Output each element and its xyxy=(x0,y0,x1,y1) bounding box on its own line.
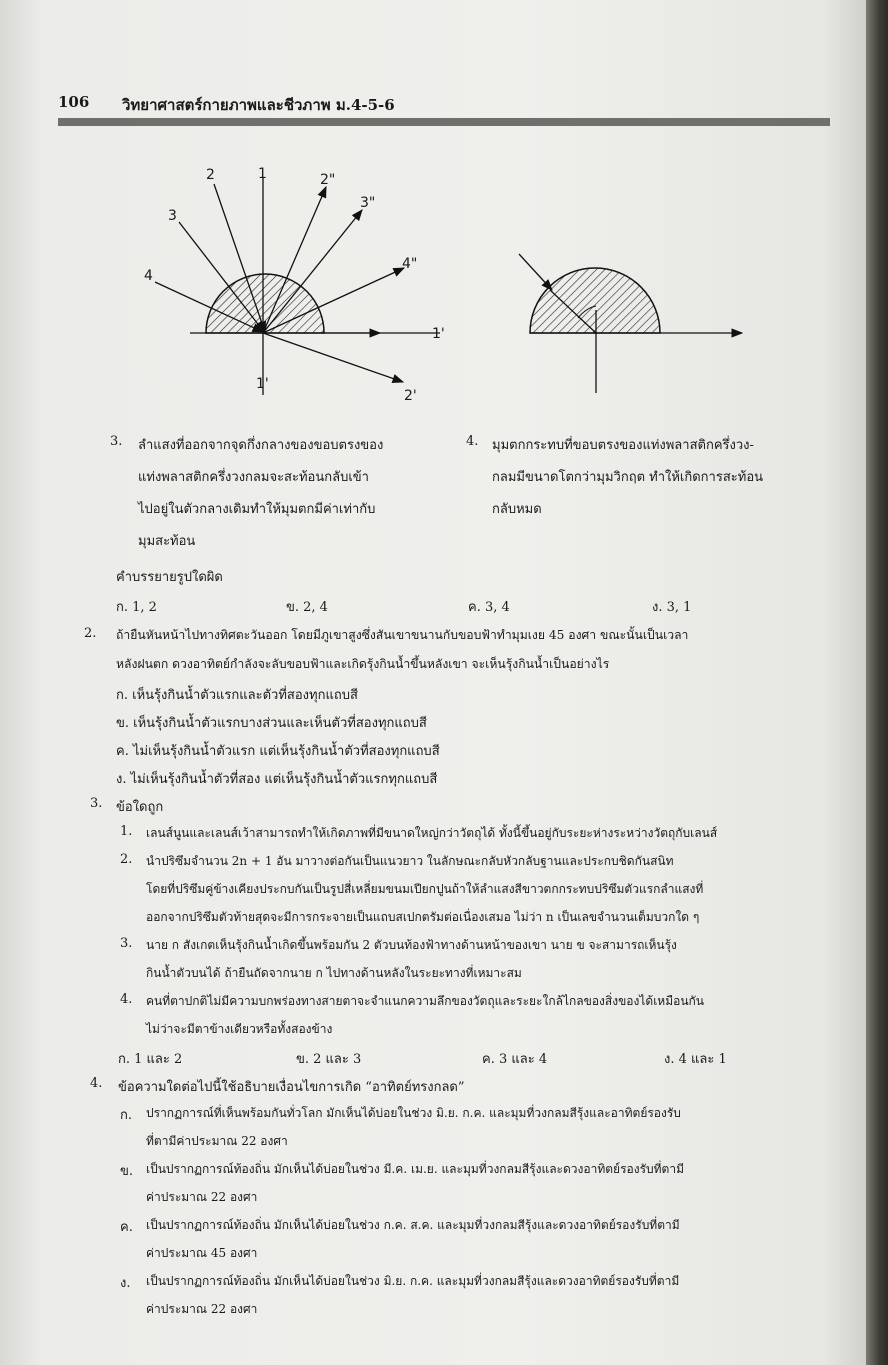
page-title: วิทยาศาสตร์กายภาพและชีวภาพ ม.4-5-6 xyxy=(122,96,395,114)
q1-choice-b: ข. 2, 4 xyxy=(286,600,328,615)
q3-item-line: คนที่ตาปกติไม่มีความบกพร่องทางสายตาจะจำแนกความลึกของวัตถุและระยะใกล้ไกลของสิ่งของได้เหมือนกัน xyxy=(146,994,704,1008)
q3-choice-d: ง. 4 และ 1 xyxy=(664,1052,727,1067)
q3-item-line: กินน้ำตัวบนได้ ถ้ายืนถัดจากนาย ก ไปทางด้านหลังในระยะทางที่เหมาะสม xyxy=(146,966,522,980)
q3-choice-a: ก. 1 และ 2 xyxy=(118,1052,183,1067)
q3-prompt: ข้อใดถูก xyxy=(116,800,164,815)
q1-choice-d: ง. 3, 1 xyxy=(652,600,692,615)
stmt3-line: ลำแสงที่ออกจากจุดกึ่งกลางของขอบตรงของ xyxy=(138,438,384,453)
semicircle-block-2 xyxy=(530,268,660,333)
q3-item-number: 1. xyxy=(120,824,133,839)
page-number: 106 xyxy=(58,93,90,111)
q4-choice-line: ค่าประมาณ 45 องศา xyxy=(146,1246,258,1260)
label-2: 2 xyxy=(206,167,215,183)
q3-item-number: 3. xyxy=(120,936,133,951)
stmt3-line: แท่งพลาสติกครึ่งวงกลมจะสะท้อนกลับเข้า xyxy=(138,470,369,485)
label-4: 4 xyxy=(144,268,153,284)
stmt3-line: มุมสะท้อน xyxy=(138,534,196,549)
q1-choice-a: ก. 1, 2 xyxy=(116,600,157,615)
q2-line: ถ้ายืนหันหน้าไปทางทิศตะวันออก โดยมีภูเขาสูงซึ่งสันเขาขนานกับขอบฟ้าทำมุมเงย 45 องศา ขณะนั้นเป็นเวลา xyxy=(116,628,689,642)
figure-1-refraction-diagram xyxy=(144,166,445,404)
q4-choice-letter: ข. xyxy=(120,1164,134,1179)
q3-item-line: โดยที่ปริซึมคู่ข้างเคียงประกบกันเป็นรูปสี่เหลี่ยมขนมเปียกปูนถ้าให้ลำแสงสีขาวตกกระทบปริซึมตัวแรกลำแสงที่ xyxy=(146,882,704,896)
q3-choice-c: ค. 3 และ 4 xyxy=(482,1052,548,1067)
q1-choice-c: ค. 3, 4 xyxy=(468,600,510,615)
q2-choice-d: ง. ไม่เห็นรุ้งกินน้ำตัวที่สอง แต่เห็นรุ้งกินน้ำตัวแรกทุกแถบสี xyxy=(116,772,438,787)
q3-item-line: นำปริซึมจำนวน 2n + 1 อัน มาวางต่อกันเป็นแนวยาว ในลักษณะกลับหัวกลับฐานและประกบชิดกันสนิท xyxy=(146,854,674,868)
q3-item-line: นาย ก สังเกตเห็นรุ้งกินน้ำเกิดขึ้นพร้อมกัน 2 ตัวบนท้องฟ้าทางด้านหน้าของเขา นาย ข จะสามารถเห็นรุ้ง xyxy=(146,938,677,952)
label-3: 3 xyxy=(168,208,177,224)
label-2-prime: 2' xyxy=(404,388,417,404)
q4-choice-line: เป็นปรากฏการณ์ท้องถิ่น มักเห็นได้บ่อยในช่วง มี.ค. เม.ย. และมุมที่วงกลมสีรุ้งและดวงอาทิตย์รองรับที่ตามี xyxy=(146,1162,684,1176)
label-1-prime-right: 1' xyxy=(432,326,445,342)
q2-choice-b: ข. เห็นรุ้งกินน้ำตัวแรกบางส่วนและเห็นตัวที่สองทุกแถบสี xyxy=(116,716,427,731)
figures xyxy=(0,0,888,420)
figure-2-total-reflection-diagram xyxy=(519,254,742,393)
q2-line: หลังฝนตก ดวงอาทิตย์กำลังจะลับขอบฟ้าและเกิดรุ้งกินน้ำขึ้นหลังเขา จะเห็นรุ้งกินน้ำเป็นอย่างไร xyxy=(116,657,610,671)
stmt4-line: กลมมีขนาดโตกว่ามุมวิกฤต ทำให้เกิดการสะท้อน xyxy=(492,470,764,485)
label-2-dbl: 2" xyxy=(320,172,336,188)
semicircle-block xyxy=(206,274,324,333)
q2-choice-c: ค. ไม่เห็นรุ้งกินน้ำตัวแรก แต่เห็นรุ้งกินน้ำตัวที่สองทุกแถบสี xyxy=(116,744,440,759)
q2-choice-a: ก. เห็นรุ้งกินน้ำตัวแรกและตัวที่สองทุกแถบสี xyxy=(116,688,358,703)
stmt4-line: กลับหมด xyxy=(492,502,542,517)
q4-choice-line: เป็นปรากฏการณ์ท้องถิ่น มักเห็นได้บ่อยในช่วง ก.ค. ส.ค. และมุมที่วงกลมสีรุ้งและดวงอาทิตย์รองรับที่ตามี xyxy=(146,1218,680,1232)
stmt3-number: 3. xyxy=(110,434,123,449)
stmt4-line: มุมตกกระทบที่ขอบตรงของแท่งพลาสติกครึ่งวง- xyxy=(492,438,754,453)
q1-prompt: คำบรรยายรูปใดผิด xyxy=(116,570,223,585)
q4-choice-letter: ง. xyxy=(120,1276,131,1291)
q4-choice-line: ปรากฏการณ์ที่เห็นพร้อมกันทั่วโลก มักเห็นได้บ่อยในช่วง มิ.ย. ก.ค. และมุมที่วงกลมสีรุ้งและอาทิตย์รองรับ xyxy=(146,1106,681,1120)
q4-choice-letter: ก. xyxy=(120,1108,133,1123)
q4-choice-line: เป็นปรากฏการณ์ท้องถิ่น มักเห็นได้บ่อยในช่วง มิ.ย. ก.ค. และมุมที่วงกลมสีรุ้งและดวงอาทิตย์รองรับที่ตามี xyxy=(146,1274,680,1288)
q4-choice-line: ค่าประมาณ 22 องศา xyxy=(146,1190,258,1204)
q2-number: 2. xyxy=(84,626,97,641)
q4-choice-line: ที่ตามีค่าประมาณ 22 องศา xyxy=(146,1134,288,1148)
incident-ray xyxy=(519,254,552,290)
q3-item-number: 2. xyxy=(120,852,133,867)
q3-item-line: ไม่ว่าจะมีตาข้างเดียวหรือทั้งสองข้าง xyxy=(146,1022,333,1036)
stmt3-line: ไปอยู่ในตัวกลางเดิมทำให้มุมตกมีค่าเท่ากับ xyxy=(138,502,376,517)
q4-prompt: ข้อความใดต่อไปนี้ใช้อธิบายเงื่อนไขการเกิด “อาทิตย์ทรงกลด” xyxy=(118,1080,465,1095)
label-4-dbl: 4" xyxy=(402,256,418,272)
label-3-dbl: 3" xyxy=(360,195,376,211)
stmt4-number: 4. xyxy=(466,434,479,449)
q4-number: 4. xyxy=(90,1076,103,1091)
q3-number: 3. xyxy=(90,796,103,811)
q3-item-number: 4. xyxy=(120,992,133,1007)
label-1: 1 xyxy=(258,166,267,182)
q3-choice-b: ข. 2 และ 3 xyxy=(296,1052,362,1067)
ray-2-prime xyxy=(263,333,403,382)
q4-choice-letter: ค. xyxy=(120,1220,133,1235)
q3-item-line: ออกจากปริซึมตัวท้ายสุดจะมีการกระจายเป็นแถบสเปกตรัมต่อเนื่องเสมอ ไม่ว่า n เป็นเลขจำนวนเต็มบวกใด ๆ xyxy=(146,910,700,924)
q3-item-line: เลนส์นูนและเลนส์เว้าสามารถทำให้เกิดภาพที่มีขนาดใหญ่กว่าวัตถุได้ ทั้งนี้ขึ้นอยู่กับระยะห่างระหว่างวัตถุกับเลนส์ xyxy=(146,826,718,840)
q4-choice-line: ค่าประมาณ 22 องศา xyxy=(146,1302,258,1316)
label-1-prime-bottom: 1' xyxy=(256,376,269,392)
